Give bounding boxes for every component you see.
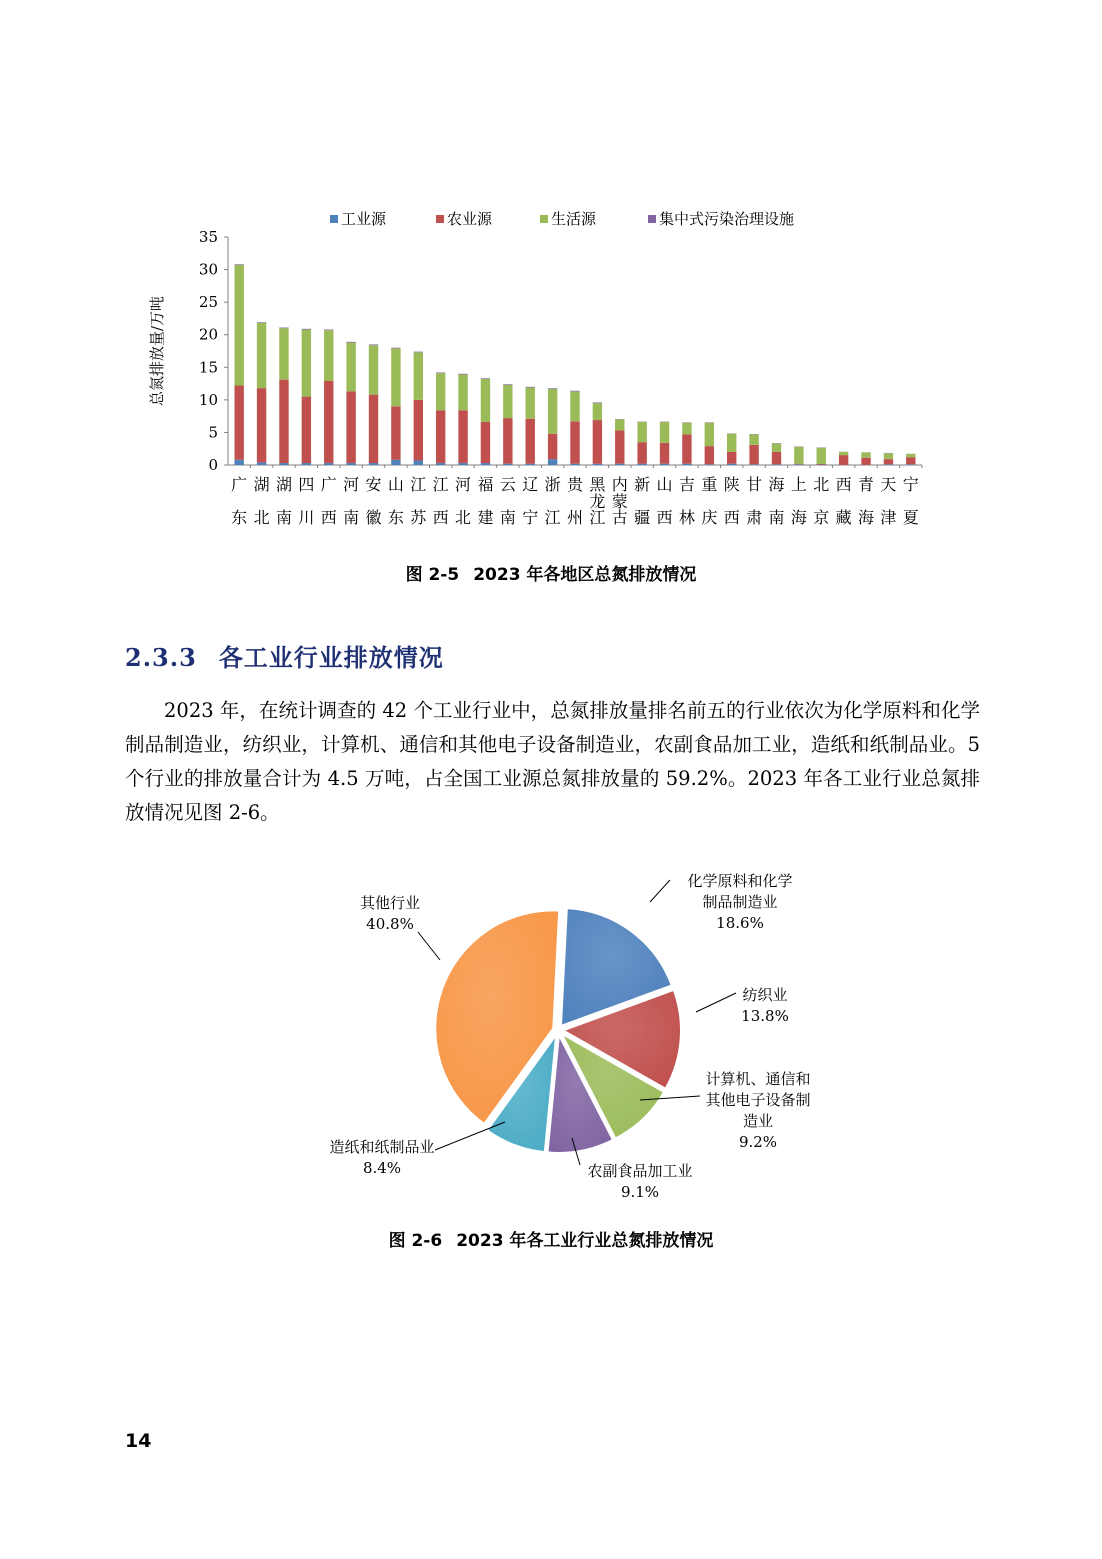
bar-segment (570, 391, 579, 392)
x-category-label: 西 (835, 475, 852, 494)
pie-leader-line (650, 880, 670, 902)
bar-segment (503, 385, 512, 418)
pie-category-label: 纺织业 (742, 986, 788, 1004)
x-category-label: 江 (410, 475, 427, 494)
bar-segment (414, 352, 423, 400)
bar-segment (436, 410, 445, 463)
section-number: 2.3.3 (125, 643, 197, 672)
y-tick-label: 15 (198, 358, 218, 377)
x-category-label: 宁 (522, 508, 539, 527)
bar-segment (749, 434, 758, 444)
bar-segment (772, 452, 781, 464)
bar-segment (302, 397, 311, 463)
x-category-label: 州 (566, 508, 584, 527)
x-category-label: 甘 (746, 475, 763, 494)
legend-swatch (436, 215, 444, 223)
bar-segment (234, 386, 243, 460)
x-category-label: 东 (231, 508, 248, 527)
x-category-label: 江 (432, 475, 449, 494)
bar-segment (727, 464, 736, 465)
bar-segment (458, 374, 467, 410)
x-category-label: 河 (343, 475, 360, 494)
bar-segment (324, 381, 333, 463)
bar-segment (839, 452, 848, 455)
legend-label: 工业源 (341, 210, 387, 228)
y-tick-label: 30 (198, 260, 218, 279)
bar-segment (391, 406, 400, 459)
x-category-label: 西 (320, 508, 337, 527)
x-category-label: 海 (790, 508, 807, 527)
bar-segment (458, 374, 467, 375)
bar-segment (570, 464, 579, 465)
bar-segment (346, 343, 355, 392)
bar-segment (593, 403, 602, 420)
pie-percent-label: 8.4% (362, 1159, 402, 1177)
pie-percent-label: 13.8% (741, 1007, 789, 1025)
x-category-label: 云 (499, 475, 516, 494)
x-category-label: 建 (477, 508, 494, 527)
pie-category-label: 其他电子设备制 (705, 1091, 811, 1109)
x-category-label: 蒙 (611, 492, 628, 511)
y-tick-label: 35 (198, 228, 218, 246)
x-category-label: 四 (298, 475, 315, 494)
bar-segment (503, 418, 512, 464)
bar-segment (369, 344, 378, 345)
bar-segment (279, 463, 288, 465)
bar-segment (615, 430, 624, 463)
x-category-label: 重 (701, 475, 718, 494)
bar-segment (817, 448, 826, 464)
pie-category-label: 其他行业 (359, 894, 421, 912)
x-category-label: 南 (499, 508, 516, 527)
bar-segment (660, 443, 669, 464)
bar-segment (749, 464, 758, 465)
bar-segment (705, 446, 714, 464)
bar-segment (839, 455, 848, 465)
bar-segment (570, 421, 579, 463)
pie-category-label: 化学原料和化学 (687, 872, 793, 890)
x-category-label: 庆 (701, 508, 718, 527)
bar-segment (526, 419, 535, 464)
figure-2-6-caption (0, 1226, 1102, 1251)
body-paragraph-block (125, 694, 980, 830)
x-category-label: 西 (723, 508, 740, 527)
bar-segment (906, 464, 915, 465)
x-category-label: 天 (880, 475, 897, 494)
bar-segment (257, 323, 266, 388)
bar-segment (593, 464, 602, 465)
x-category-label: 湖 (253, 475, 270, 494)
x-category-label: 南 (275, 508, 292, 527)
x-category-label: 江 (589, 508, 606, 527)
bar-segment (548, 459, 557, 465)
bar-segment (279, 328, 288, 379)
bar-segment (660, 422, 669, 443)
x-category-label: 苏 (410, 508, 427, 527)
x-category-label: 福 (477, 475, 494, 494)
x-category-label: 津 (880, 508, 897, 527)
industry-nitrogen-pie-chart (290, 860, 850, 1205)
bar-segment (257, 322, 266, 323)
bar-segment (772, 464, 781, 465)
bar-segment (391, 348, 400, 406)
pie-percent-label: 40.8% (366, 915, 414, 933)
pie-percent-label: 9.2% (738, 1133, 778, 1151)
figure-2-6-number: 图 2-6 (388, 1231, 443, 1251)
y-tick-label: 0 (208, 456, 218, 474)
bar-segment (906, 457, 915, 464)
bar-segment (481, 378, 490, 379)
bar-segment (257, 388, 266, 462)
pie-percent-label: 9.1% (620, 1183, 660, 1201)
bar-segment (660, 464, 669, 465)
bar-segment (794, 464, 803, 465)
x-category-label: 陕 (723, 475, 740, 494)
bar-segment (884, 464, 893, 465)
bar-segment (369, 463, 378, 465)
pie-leader-line (696, 993, 736, 1012)
x-category-label: 北 (455, 508, 472, 527)
figure-2-6-title: 2023 年各工业行业总氮排放情况 (456, 1231, 714, 1251)
legend-swatch (648, 215, 656, 223)
bar-segment (682, 423, 691, 435)
x-category-label: 西 (656, 508, 673, 527)
bar-segment (436, 372, 445, 373)
bar-segment (436, 373, 445, 410)
legend-label: 生活源 (551, 210, 597, 228)
section-heading (125, 638, 444, 673)
x-category-label: 龙 (589, 492, 606, 511)
x-category-label: 浙 (544, 475, 561, 494)
x-category-label: 山 (387, 475, 404, 494)
bar-segment (705, 423, 714, 446)
bar-segment (749, 445, 758, 465)
bar-segment (794, 464, 803, 465)
bar-segment (637, 464, 646, 465)
x-category-label: 内 (611, 475, 628, 494)
bar-segment (772, 444, 781, 452)
x-category-label: 贵 (566, 475, 584, 494)
figure-2-5-caption (0, 560, 1102, 585)
bar-segment (346, 342, 355, 343)
pie-category-label: 计算机、通信和 (705, 1070, 811, 1088)
bar-segment (414, 352, 423, 353)
bar-segment (279, 380, 288, 463)
x-category-label: 夏 (902, 508, 919, 527)
bar-segment (526, 387, 535, 418)
x-category-label: 河 (455, 475, 472, 494)
bar-segment (436, 463, 445, 465)
bar-segment (458, 463, 467, 465)
bar-segment (324, 330, 333, 381)
bar-segment (279, 328, 288, 329)
bar-segment (414, 460, 423, 465)
bar-segment (682, 464, 691, 465)
bar-segment (794, 447, 803, 464)
bar-segment (548, 434, 557, 459)
pie-category-label: 农副食品加工业 (587, 1162, 693, 1180)
x-category-label: 东 (387, 508, 404, 527)
bar-segment (705, 464, 714, 465)
bar-segment (346, 463, 355, 465)
bar-segment (369, 345, 378, 395)
x-category-label: 湖 (275, 475, 292, 494)
bar-segment (861, 458, 870, 465)
bar-segment (593, 420, 602, 464)
bar-segment (503, 384, 512, 385)
legend-label: 集中式污染治理设施 (659, 210, 795, 228)
x-category-label: 西 (432, 508, 449, 527)
bar-segment (727, 452, 736, 464)
x-category-label: 新 (634, 475, 651, 494)
legend-label: 农业源 (447, 210, 493, 228)
y-axis-label: 总氮排放量/万吨 (148, 295, 166, 407)
x-category-label: 北 (813, 475, 830, 494)
bar-segment (593, 402, 602, 403)
bar-segment (257, 462, 266, 465)
bar-segment (369, 395, 378, 463)
bar-segment (391, 460, 400, 465)
y-tick-label: 5 (208, 423, 218, 442)
x-category-label: 京 (813, 508, 830, 527)
section-title: 各工业行业排放情况 (218, 643, 444, 672)
x-category-label: 古 (611, 508, 628, 527)
x-category-label: 南 (343, 508, 360, 527)
bar-segment (548, 389, 557, 434)
bar-segment (861, 452, 870, 457)
bar-segment (302, 463, 311, 465)
bar-segment (503, 464, 512, 465)
legend-swatch (330, 215, 338, 223)
bar-segment (481, 422, 490, 463)
x-category-label: 青 (858, 475, 875, 494)
pie-percent-label: 18.6% (716, 914, 764, 932)
x-category-label: 南 (768, 508, 785, 527)
pie-leader-line (418, 932, 440, 960)
bar-segment (637, 422, 646, 442)
x-category-label: 广 (231, 475, 248, 494)
y-tick-label: 25 (198, 293, 218, 312)
body-paragraph: 2023 年，在统计调查的 42 个工业行业中，总氮排放量排名前五的行业依次为化学原料和化学制品制造业，纺织业，计算机、通信和其他电子设备制造业，农副食品加工业，造纸和纸制品业。5 个行业的排放量合计为 4.5 万吨，占全国工业源总氮排放量的 59.2%。2023 年各工业行业总氮排放情况见图 2-6。 (125, 699, 980, 824)
bar-segment (906, 454, 915, 457)
bar-segment (234, 264, 243, 265)
x-category-label: 徽 (365, 508, 382, 527)
x-category-label: 林 (678, 508, 695, 527)
bar-segment (637, 442, 646, 463)
x-category-label: 辽 (522, 475, 539, 494)
x-category-label: 山 (656, 475, 673, 494)
x-category-label: 上 (790, 475, 807, 494)
bar-segment (234, 265, 243, 386)
bar-segment (884, 453, 893, 459)
x-category-label: 疆 (634, 508, 651, 527)
x-category-label: 海 (768, 475, 785, 494)
x-category-label: 宁 (902, 475, 919, 494)
bar-segment (324, 330, 333, 331)
x-category-label: 川 (298, 508, 315, 527)
pie-category-label: 制品制造业 (702, 893, 778, 911)
x-category-label: 吉 (678, 475, 695, 494)
bar-segment (346, 391, 355, 463)
bar-segment (615, 464, 624, 465)
bar-segment (548, 388, 557, 389)
regional-nitrogen-bar-chart (140, 205, 940, 540)
bar-segment (682, 434, 691, 463)
bar-segment (817, 464, 826, 465)
bar-segment (884, 459, 893, 464)
bar-segment (391, 348, 400, 349)
x-category-label: 藏 (835, 508, 852, 527)
figure-2-5-number: 图 2-5 (405, 565, 460, 585)
legend-swatch (540, 215, 548, 223)
x-category-label: 黑 (589, 475, 606, 494)
bar-segment (727, 434, 736, 452)
page-number: 14 (125, 1430, 152, 1452)
figure-2-5-title: 2023 年各地区总氮排放情况 (473, 565, 697, 585)
bar-segment (302, 330, 311, 397)
bar-segment (615, 419, 624, 430)
bar-segment (526, 464, 535, 465)
x-category-label: 安 (365, 475, 382, 494)
bar-segment (414, 400, 423, 461)
bar-segment (458, 410, 467, 463)
bar-segment (526, 387, 535, 388)
x-category-label: 肃 (746, 508, 763, 527)
pie-category-label: 造业 (742, 1112, 774, 1130)
x-category-label: 广 (320, 475, 337, 494)
bar-segment (302, 329, 311, 330)
bar-segment (481, 379, 490, 422)
x-category-label: 海 (858, 508, 875, 527)
x-category-label: 江 (544, 508, 561, 527)
pie-category-label: 造纸和纸制品业 (329, 1138, 435, 1156)
bar-segment (324, 463, 333, 465)
bar-segment (570, 391, 579, 421)
bar-segment (481, 463, 490, 465)
y-tick-label: 20 (198, 325, 218, 344)
bar-segment (234, 460, 243, 465)
y-tick-label: 10 (198, 390, 218, 409)
x-category-label: 北 (253, 508, 270, 527)
